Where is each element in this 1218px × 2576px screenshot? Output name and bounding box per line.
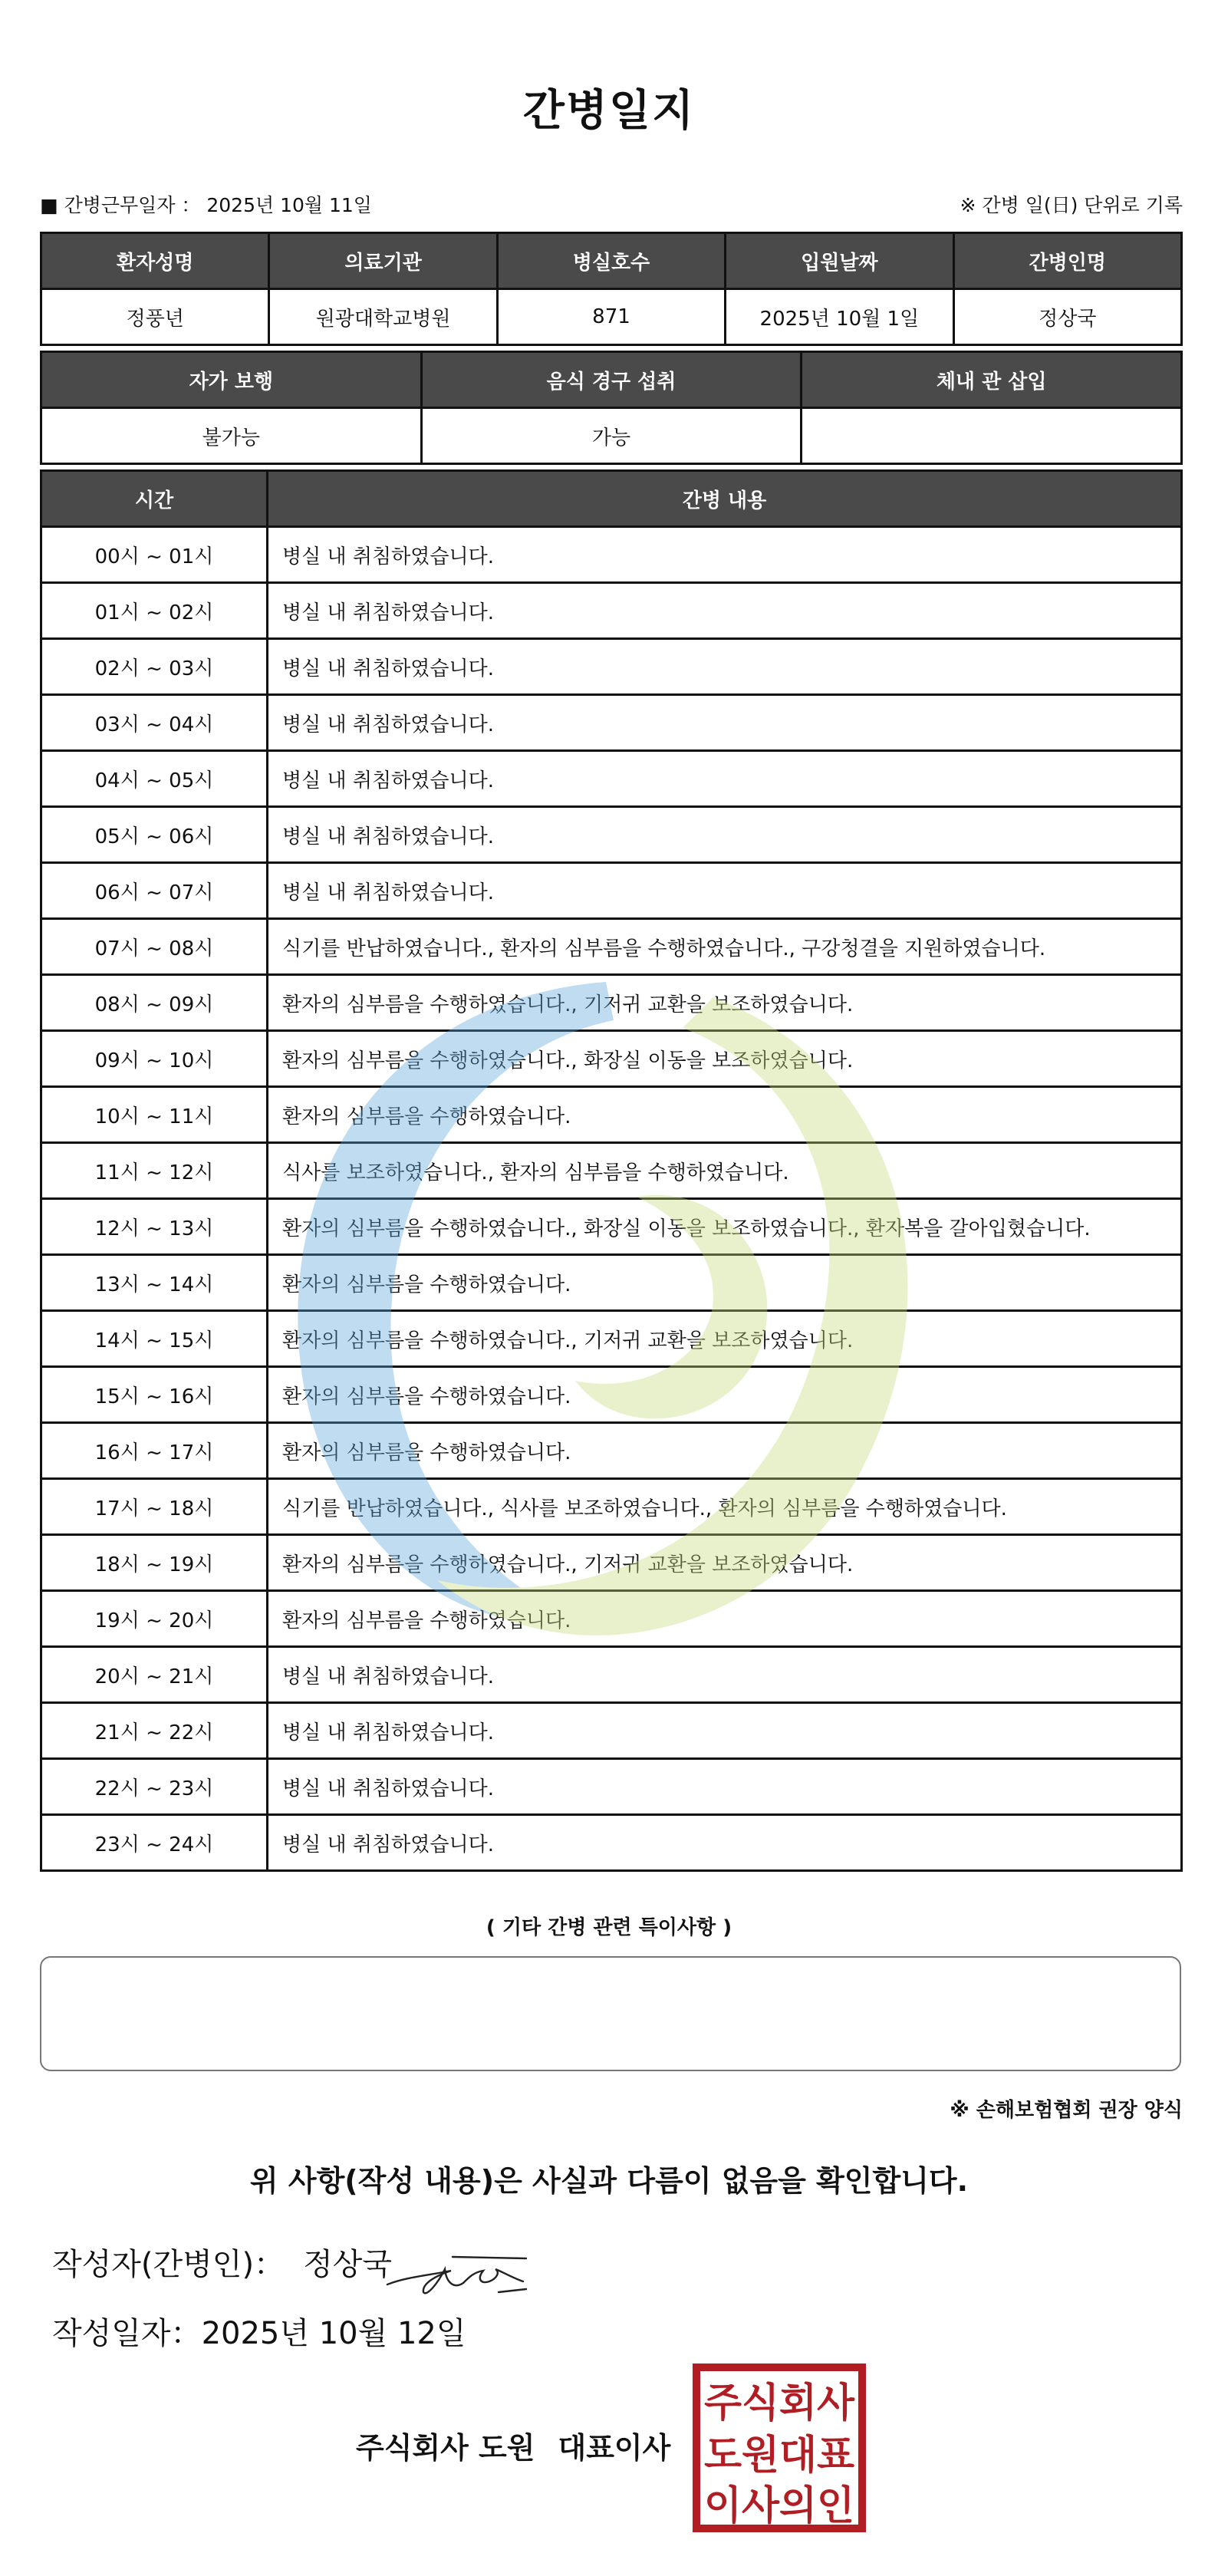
log-time: 23시 ~ 24시 — [41, 1815, 268, 1871]
log-time: 12시 ~ 13시 — [41, 1199, 268, 1255]
room-number: 871 — [497, 289, 725, 345]
log-time: 13시 ~ 14시 — [41, 1255, 268, 1311]
log-time: 07시 ~ 08시 — [41, 919, 268, 975]
confirm-statement: 위 사항(작성 내용)은 사실과 다름이 없음을 확인합니다. — [249, 2164, 969, 2198]
log-row — [41, 1759, 1182, 1815]
log-row — [41, 1703, 1182, 1759]
log-content: 환자의 심부름을 수행하였습니다., 화장실 이동을 보조하였습니다. — [268, 1031, 1182, 1087]
care-log-table — [40, 469, 1183, 1872]
care-date: ■ 간병근무일자 ： 2025년 10월 11일 — [40, 194, 372, 216]
log-row — [41, 1423, 1182, 1479]
log-row — [41, 751, 1182, 807]
header-hospital: 의료기관 — [269, 233, 497, 289]
log-content: 환자의 심부름을 수행하였습니다. — [268, 1255, 1182, 1311]
log-content: 환자의 심부름을 수행하였습니다., 기저귀 교환을 보조하였습니다. — [268, 1311, 1182, 1367]
company-line — [356, 2424, 670, 2466]
header-care-content: 간병 내용 — [268, 471, 1182, 527]
log-time: 03시 ~ 04시 — [41, 695, 268, 751]
log-row — [41, 975, 1182, 1031]
log-content: 병실 내 취침하였습니다. — [268, 1759, 1182, 1815]
log-time: 10시 ~ 11시 — [41, 1087, 268, 1143]
log-content: 병실 내 취침하였습니다. — [268, 527, 1182, 583]
log-time: 02시 ~ 03시 — [41, 639, 268, 695]
patient-info-table — [40, 232, 1183, 346]
header-patient-name: 환자성명 — [41, 233, 269, 289]
seal-line-3: 이사의인 — [704, 2483, 854, 2529]
log-row — [41, 1647, 1182, 1703]
patient-status-table — [40, 351, 1183, 465]
header-admission-date: 입원날짜 — [726, 233, 953, 289]
signature — [384, 2238, 529, 2300]
log-time: 05시 ~ 06시 — [41, 807, 268, 863]
log-time: 16시 ~ 17시 — [41, 1423, 268, 1479]
log-content: 병실 내 취침하였습니다. — [268, 639, 1182, 695]
log-content: 식기를 반납하였습니다., 식사를 보조하였습니다., 환자의 심부름을 수행하였습니다. — [268, 1479, 1182, 1535]
log-time: 14시 ~ 15시 — [41, 1311, 268, 1367]
oral-intake: 가능 — [421, 408, 802, 464]
log-time: 00시 ~ 01시 — [41, 527, 268, 583]
log-content: 병실 내 취침하였습니다. — [268, 1815, 1182, 1871]
log-content: 병실 내 취침하였습니다. — [268, 751, 1182, 807]
header-tube-insertion: 체내 관 삽입 — [802, 352, 1182, 408]
log-content: 환자의 심부름을 수행하였습니다., 화장실 이동을 보조하였습니다., 환자복을 갈아입혔습니다. — [268, 1199, 1182, 1255]
log-row — [41, 919, 1182, 975]
log-time: 08시 ~ 09시 — [41, 975, 268, 1031]
log-content: 환자의 심부름을 수행하였습니다. — [268, 1423, 1182, 1479]
log-time: 22시 ~ 23시 — [41, 1759, 268, 1815]
log-row — [41, 1367, 1182, 1423]
log-content: 환자의 심부름을 수행하였습니다., 기저귀 교환을 보조하였습니다. — [268, 975, 1182, 1031]
log-content: 환자의 심부름을 수행하였습니다. — [268, 1367, 1182, 1423]
header-self-walking: 자가 보행 — [41, 352, 422, 408]
log-content: 병실 내 취침하였습니다. — [268, 1703, 1182, 1759]
log-content: 병실 내 취침하였습니다. — [268, 583, 1182, 639]
log-row — [41, 1535, 1182, 1591]
log-row — [41, 1031, 1182, 1087]
log-time: 20시 ~ 21시 — [41, 1647, 268, 1703]
log-content: 식사를 보조하였습니다., 환자의 심부름을 수행하였습니다. — [268, 1143, 1182, 1199]
log-content: 환자의 심부름을 수행하였습니다., 기저귀 교환을 보조하였습니다. — [268, 1535, 1182, 1591]
log-time: 18시 ~ 19시 — [41, 1535, 268, 1591]
writer-row — [52, 2240, 410, 2284]
admission-date: 2025년 10월 1일 — [726, 289, 953, 345]
remarks-box — [40, 1956, 1181, 2071]
header-time: 시간 — [41, 471, 268, 527]
hospital: 원광대학교병원 — [269, 289, 497, 345]
log-time: 11시 ~ 12시 — [41, 1143, 268, 1199]
log-time: 17시 ~ 18시 — [41, 1479, 268, 1535]
log-content: 병실 내 취침하였습니다. — [268, 1647, 1182, 1703]
company-seal — [692, 2363, 867, 2533]
log-row — [41, 863, 1182, 919]
log-row — [41, 1479, 1182, 1535]
log-time: 06시 ~ 07시 — [41, 863, 268, 919]
log-row — [41, 1087, 1182, 1143]
log-row — [41, 639, 1182, 695]
company-name: 주식회사 도원 — [356, 2431, 535, 2465]
company-role: 대표이사 — [558, 2431, 671, 2465]
care-log-body — [41, 527, 1182, 1871]
remarks-title: ( 기타 간병 관련 특이사항 ) — [486, 1916, 732, 1939]
write-date-value: 2025년 10월 12일 — [201, 2316, 466, 2351]
log-row — [41, 695, 1182, 751]
log-time: 15시 ~ 16시 — [41, 1367, 268, 1423]
log-row — [41, 1143, 1182, 1199]
log-time: 19시 ~ 20시 — [41, 1591, 268, 1647]
log-row — [41, 807, 1182, 863]
header-oral-intake: 음식 경구 섭취 — [421, 352, 802, 408]
caregiver-name: 정상국 — [953, 289, 1181, 345]
header-room-number: 병실호수 — [497, 233, 725, 289]
write-date-row — [52, 2309, 466, 2353]
log-row — [41, 1815, 1182, 1871]
self-walking: 불가능 — [41, 408, 422, 464]
log-content: 식기를 반납하였습니다., 환자의 심부름을 수행하였습니다., 구강청결을 지원하였습니다. — [268, 919, 1182, 975]
log-time: 04시 ~ 05시 — [41, 751, 268, 807]
record-unit-note: ※ 간병 일(日) 단위로 기록 — [960, 194, 1183, 216]
patient-name: 정풍년 — [41, 289, 269, 345]
document-title: 간병일지 — [522, 86, 696, 136]
log-content: 병실 내 취침하였습니다. — [268, 807, 1182, 863]
log-row — [41, 583, 1182, 639]
writer-name: 정상국 — [303, 2247, 392, 2282]
log-content: 환자의 심부름을 수행하였습니다. — [268, 1591, 1182, 1647]
log-content: 병실 내 취침하였습니다. — [268, 863, 1182, 919]
log-time: 09시 ~ 10시 — [41, 1031, 268, 1087]
seal-line-2: 도원대표 — [704, 2433, 854, 2479]
writer-label: 작성자(간병인)： — [52, 2247, 285, 2282]
log-time: 21시 ~ 22시 — [41, 1703, 268, 1759]
tube-insertion — [802, 408, 1182, 464]
log-content: 병실 내 취침하였습니다. — [268, 695, 1182, 751]
seal-line-1: 주식회사 — [704, 2380, 855, 2426]
log-row — [41, 1311, 1182, 1367]
log-row — [41, 1591, 1182, 1647]
header-caregiver-name: 간병인명 — [953, 233, 1181, 289]
log-content: 환자의 심부름을 수행하였습니다. — [268, 1087, 1182, 1143]
log-row — [41, 527, 1182, 583]
log-row — [41, 1199, 1182, 1255]
write-date-label: 작성일자： — [52, 2316, 202, 2351]
log-row — [41, 1255, 1182, 1311]
log-time: 01시 ~ 02시 — [41, 583, 268, 639]
recommend-note: ※ 손해보험협회 권장 양식 — [950, 2099, 1183, 2122]
